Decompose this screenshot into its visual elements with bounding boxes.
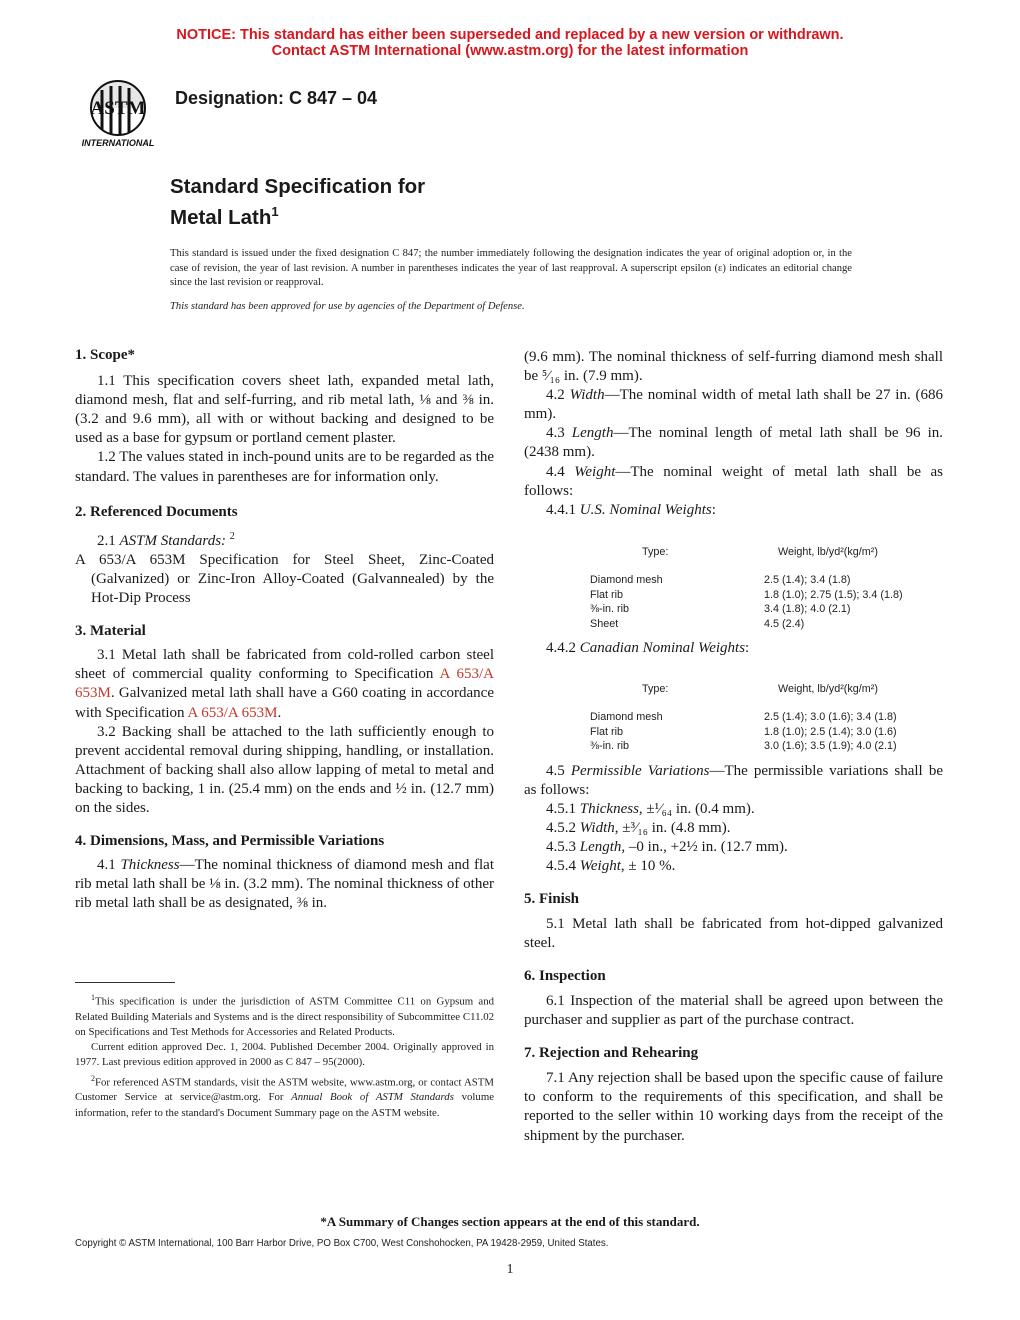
table-cell-type: Diamond mesh <box>590 574 663 587</box>
section-heading: 5. Finish <box>524 890 580 907</box>
table-cell-weight: 3.0 (1.6); 3.5 (1.9); 4.0 (2.1) <box>764 740 897 753</box>
section-heading: 4. Dimensions, Mass, and Permissible Variations <box>75 833 385 850</box>
paragraph: 3.1 Metal lath shall be fabricated from cold-rolled carbon steel sheet of commercial quality conforming to Specification A 653/A 653M. Galvanized metal lath shall have a G60 coating in accordance with Specification A 653/A 653M. <box>75 647 494 721</box>
paragraph: 4.5.2 Width, ±³⁄₁₆ in. (4.8 mm). <box>546 820 731 837</box>
page-number: 1 <box>506 1262 514 1277</box>
table-cell-weight: 1.8 (1.0); 2.75 (1.5); 3.4 (1.8) <box>764 588 903 601</box>
section-heading: 7. Rejection and Rehearing <box>524 1045 699 1062</box>
table-cell-weight: 2.5 (1.4); 3.0 (1.6); 3.4 (1.8) <box>764 711 897 724</box>
table-cell-type: Diamond mesh <box>590 711 663 724</box>
table-cell-type: ⅜-in. rib <box>590 740 630 753</box>
us-weights-table <box>590 545 903 631</box>
section-heading: 1. Scope* <box>75 347 135 363</box>
paragraph: 4.5.1 Thickness, ±¹⁄₆₄ in. (0.4 mm). <box>546 801 755 818</box>
footnote-1b: Current edition approved Dec. 1, 2004. Published December 2004. Originally approved in 1977. Last previous edition approved in 2000 as C 847 – 95(2000). <box>75 1041 494 1069</box>
paragraph: 5.1 Metal lath shall be fabricated from hot-dipped galvanized steel. <box>524 915 943 951</box>
paragraph: (9.6 mm). The nominal thickness of self-furring diamond mesh shall be ⁵⁄₁₆ in. (7.9 mm). <box>524 349 943 385</box>
table-cell-weight: 2.5 (1.4); 3.4 (1.8) <box>764 574 851 587</box>
paragraph: 4.1 Thickness—The nominal thickness of diamond mesh and flat rib metal lath shall be ⅛ in. (3.2 mm). The nominal thickness of other rib metal lath shall be as designated, ⅜ in. <box>75 857 494 912</box>
spec-link[interactable]: A 653/A 653M <box>75 666 494 702</box>
copyright: Copyright © ASTM International, 100 Barr Harbor Drive, PO Box C700, West Conshohocken, PA 19428-2959, United States. <box>75 1238 609 1249</box>
paragraph: 2.1 ASTM Standards: $^2$ <box>97 530 235 549</box>
paragraph: 4.4.1 U.S. Nominal Weights: <box>546 501 716 518</box>
footnote-1: $^1$This specification is under the jurisdiction of ASTM Committee C11 on Gypsum and Related Building Materials and Systems and is the direct responsibility of Subcommittee C11.02 on Specifications and Test Methods for Accessories and Related Products. <box>75 993 494 1038</box>
table-cell-type: ⅜-in. rib <box>590 603 630 616</box>
table-cell-type: Flat rib <box>590 725 623 738</box>
left-column <box>75 346 494 913</box>
table-header: Type: Weight, lb/yd²(kg/m²) <box>642 546 878 558</box>
table-row <box>590 602 903 616</box>
logo-subtext: INTERNATIONAL <box>81 138 155 148</box>
table-row <box>590 617 903 631</box>
dod-note: This standard has been approved for use by agencies of the Department of Defense. <box>170 301 525 312</box>
notice-line-2: Contact ASTM International (www.astm.org) for the latest information <box>271 43 749 59</box>
paragraph: 1.2 The values stated in inch-pound units are to be regarded as the standard. The values in parentheses are for information only. <box>75 449 494 485</box>
table-cell-weight: 4.5 (2.4) <box>764 617 805 630</box>
page-title: Standard Specification for Metal Lath$^1$ <box>170 175 426 229</box>
paragraph: 4.4.2 Canadian Nominal Weights: <box>546 640 750 656</box>
table-row <box>590 725 897 739</box>
table-cell-type: Sheet <box>590 617 619 630</box>
notice-line-1: NOTICE: This standard has either been superseded and replaced by a new version or withdrawn. <box>176 27 844 43</box>
footnote-divider <box>75 982 175 983</box>
footnotes <box>75 990 494 1121</box>
table-row <box>590 710 897 724</box>
reference-item: A 653/A 653M Specification for Steel Sheet, Zinc-Coated (Galvanized) or Zinc-Iron Alloy-Coated (Galvannealed) by the Hot-Dip Process <box>75 551 494 607</box>
right-column-lower <box>524 762 943 1146</box>
paragraph: 1.1 This specification covers sheet lath, expanded metal lath, diamond mesh, flat and self-furring, and rib metal lath, ⅛ and ⅜ in. (3.2 and 9.6 mm), all with or without backing and designed to be used as a base for gypsum or portland cement plaster. <box>75 373 494 447</box>
paragraph: 4.5.4 Weight, ± 10 %. <box>546 858 676 875</box>
section-heading: 3. Material <box>75 623 146 640</box>
table-row <box>590 573 903 587</box>
paragraph: 3.2 Backing shall be attached to the lath sufficiently enough to prevent accidental removal during shipping, handling, or installation. Attachment of backing shall also allow lapping of metal to metal and backing to backing, 1 in. (25.4 mm) on the ends and ½ in. (12.7 mm) on the sides. <box>75 723 494 816</box>
table-header: Type: Weight, lb/yd²(kg/m²) <box>642 683 878 695</box>
spec-link[interactable]: A 653/A 653M <box>187 704 278 721</box>
footnote-2: $^2$For referenced ASTM standards, visit the ASTM website, www.astm.org, or contact ASTM Customer Service at service@astm.org. For Annual Book of ASTM Standards volume information, refer to the standard's Document Summary page on the ASTM website. <box>75 1073 495 1119</box>
summary-note: *A Summary of Changes section appears at the end of this standard. <box>320 1214 700 1229</box>
table-row <box>590 588 903 602</box>
paragraph: 4.3 Length—The nominal length of metal lath shall be 96 in. (2438 mm). <box>524 425 944 461</box>
paragraph: 4.4 Weight—The nominal weight of metal lath shall be as follows: <box>524 463 943 499</box>
paragraph: 7.1 Any rejection shall be based upon the specific cause of failure to conform to the requirements of this specification, and shall be reported to the seller within 10 working days from the receipt of the shipment by the purchaser. <box>524 1070 943 1144</box>
paragraph: 4.5 Permissible Variations—The permissible variations shall be as follows: <box>524 763 943 799</box>
table-cell-weight: 1.8 (1.0); 2.5 (1.4); 3.0 (1.6) <box>764 725 897 738</box>
right-column <box>524 348 943 520</box>
table-cell-type: Flat rib <box>590 588 623 601</box>
paragraph: 6.1 Inspection of the material shall be agreed upon between the purchaser and supplier as part of the purchase contract. <box>524 992 943 1029</box>
designation: Designation: C 847 – 04 <box>175 88 378 108</box>
astm-logo <box>78 78 160 150</box>
section-heading: 2. Referenced Documents <box>75 503 238 520</box>
paragraph: 4.5.3 Length, –0 in., +2½ in. (12.7 mm). <box>546 839 788 856</box>
logo-text: ASTM <box>90 98 146 119</box>
section-heading: 6. Inspection <box>524 967 606 984</box>
canadian-heading <box>524 639 943 658</box>
intro-note: This standard is issued under the fixed designation C 847; the number immediately following the designation indicates the year of original adoption or, in the case of revision, the year of last revision. A number in parentheses indicates the year of last reapproval. A superscript epsilon (ε) indicates an editorial change since the last revision or reapproval. <box>170 248 852 289</box>
canadian-weights-table <box>590 682 897 754</box>
paragraph: 4.2 Width—The nominal width of metal lath shall be 27 in. (686 mm). <box>524 387 944 423</box>
table-cell-weight: 3.4 (1.8); 4.0 (2.1) <box>764 603 851 616</box>
table-row <box>590 739 897 753</box>
